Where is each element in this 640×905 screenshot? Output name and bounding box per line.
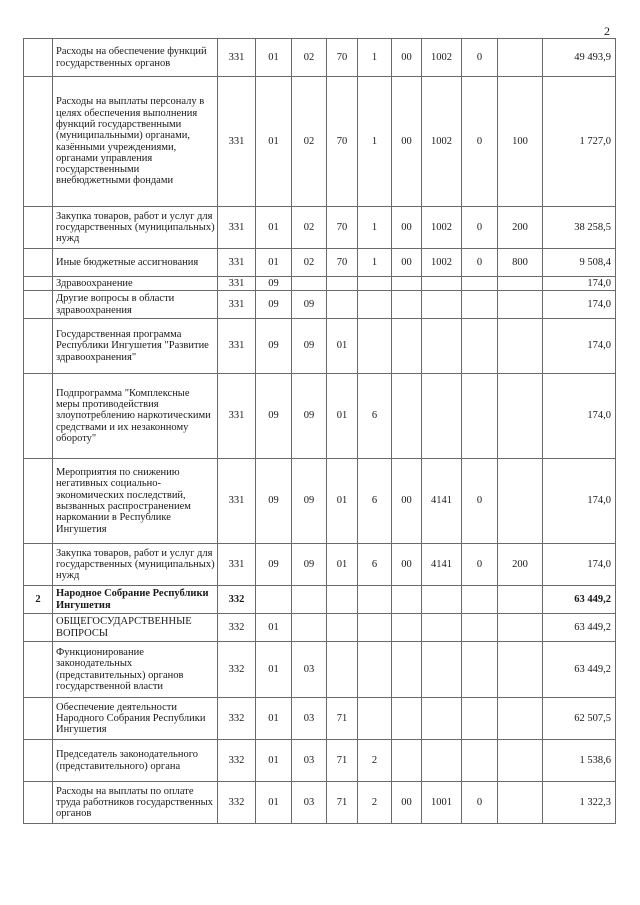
subdirection-code-cell — [462, 698, 498, 740]
num-cell — [24, 740, 53, 782]
subdirection-code-cell — [462, 740, 498, 782]
subsection-code-cell: 02 — [292, 77, 327, 207]
table-row — [24, 459, 616, 544]
ved-code-cell: 331 — [218, 77, 256, 207]
expense-type-cell — [498, 319, 543, 374]
ved-code-cell: 332 — [218, 698, 256, 740]
expense-type-cell — [498, 740, 543, 782]
table-row — [24, 207, 616, 249]
group-code-cell: 00 — [392, 544, 422, 586]
section-code-cell: 09 — [256, 459, 292, 544]
subsection-code-cell — [292, 614, 327, 642]
subdirection-code-cell — [462, 642, 498, 698]
section-code-cell: 01 — [256, 782, 292, 824]
section-code-cell: 09 — [256, 277, 292, 291]
table-row — [24, 740, 616, 782]
subdirection-code-cell: 0 — [462, 77, 498, 207]
name-cell: Мероприятия по снижению негативных социально-экономических последствий, вызванных распространением наркомании в Республике Ингушетия — [53, 459, 218, 544]
ved-code-cell: 331 — [218, 291, 256, 319]
amount-cell: 174,0 — [543, 544, 616, 586]
subdirection-code-cell — [462, 586, 498, 614]
group-code-cell — [392, 277, 422, 291]
subsection-code-cell: 02 — [292, 207, 327, 249]
num-cell — [24, 459, 53, 544]
subsection-code-cell: 03 — [292, 698, 327, 740]
subsection-code-cell: 09 — [292, 459, 327, 544]
section-code-cell: 01 — [256, 614, 292, 642]
subprogram-code-cell — [358, 614, 392, 642]
group-code-cell — [392, 698, 422, 740]
expense-type-cell — [498, 374, 543, 459]
ved-code-cell: 331 — [218, 374, 256, 459]
expense-type-cell: 200 — [498, 207, 543, 249]
direction-code-cell — [422, 614, 462, 642]
amount-cell: 174,0 — [543, 374, 616, 459]
num-cell — [24, 698, 53, 740]
program-code-cell: 70 — [327, 77, 358, 207]
subprogram-code-cell — [358, 277, 392, 291]
amount-cell: 49 493,9 — [543, 39, 616, 77]
direction-code-cell: 1002 — [422, 207, 462, 249]
num-cell — [24, 277, 53, 291]
program-code-cell: 70 — [327, 39, 358, 77]
table-row — [24, 319, 616, 374]
expense-type-cell — [498, 698, 543, 740]
table-row — [24, 614, 616, 642]
amount-cell: 174,0 — [543, 291, 616, 319]
subdirection-code-cell — [462, 277, 498, 291]
direction-code-cell — [422, 642, 462, 698]
ved-code-cell: 331 — [218, 459, 256, 544]
subprogram-code-cell: 2 — [358, 740, 392, 782]
table-row — [24, 642, 616, 698]
ved-code-cell: 332 — [218, 614, 256, 642]
name-cell: Расходы на обеспечение функций государственных органов — [53, 39, 218, 77]
section-code-cell: 01 — [256, 740, 292, 782]
subprogram-code-cell: 6 — [358, 459, 392, 544]
group-code-cell: 00 — [392, 249, 422, 277]
subprogram-code-cell: 1 — [358, 249, 392, 277]
subsection-code-cell: 02 — [292, 249, 327, 277]
name-cell: Функционирование законодательных (представительных) органов государственной власти — [53, 642, 218, 698]
program-code-cell — [327, 614, 358, 642]
ved-code-cell: 331 — [218, 207, 256, 249]
section-code-cell — [256, 586, 292, 614]
expense-type-cell — [498, 642, 543, 698]
program-code-cell: 01 — [327, 544, 358, 586]
subdirection-code-cell — [462, 374, 498, 459]
subdirection-code-cell: 0 — [462, 782, 498, 824]
program-code-cell: 70 — [327, 249, 358, 277]
program-code-cell: 70 — [327, 207, 358, 249]
direction-code-cell — [422, 374, 462, 459]
name-cell: Народное Собрание Республики Ингушетия — [53, 586, 218, 614]
group-code-cell — [392, 291, 422, 319]
subdirection-code-cell: 0 — [462, 39, 498, 77]
expense-type-cell — [498, 586, 543, 614]
table-row — [24, 77, 616, 207]
subprogram-code-cell: 6 — [358, 544, 392, 586]
num-cell — [24, 319, 53, 374]
direction-code-cell: 1002 — [422, 249, 462, 277]
program-code-cell: 01 — [327, 459, 358, 544]
program-code-cell: 01 — [327, 319, 358, 374]
subprogram-code-cell: 2 — [358, 782, 392, 824]
ved-code-cell: 331 — [218, 39, 256, 77]
name-cell: Закупка товаров, работ и услуг для государственных (муниципальных) нужд — [53, 207, 218, 249]
num-cell — [24, 642, 53, 698]
page-number: 2 — [604, 24, 610, 38]
subsection-code-cell: 03 — [292, 740, 327, 782]
expense-type-cell — [498, 614, 543, 642]
name-cell: Подпрограмма "Комплексные меры противодействия злоупотреблению наркотическими средствами и их незаконному обороту" — [53, 374, 218, 459]
subsection-code-cell: 03 — [292, 642, 327, 698]
num-cell — [24, 207, 53, 249]
subsection-code-cell: 09 — [292, 544, 327, 586]
subprogram-code-cell — [358, 698, 392, 740]
group-code-cell — [392, 740, 422, 782]
expense-type-cell — [498, 459, 543, 544]
group-code-cell: 00 — [392, 207, 422, 249]
direction-code-cell — [422, 740, 462, 782]
amount-cell: 63 449,2 — [543, 614, 616, 642]
expense-type-cell — [498, 277, 543, 291]
table-row — [24, 291, 616, 319]
num-cell — [24, 291, 53, 319]
section-code-cell: 01 — [256, 39, 292, 77]
program-code-cell — [327, 277, 358, 291]
ved-code-cell: 332 — [218, 740, 256, 782]
name-cell: Государственная программа Республики Ингушетия "Развитие здравоохранения" — [53, 319, 218, 374]
direction-code-cell: 1002 — [422, 39, 462, 77]
expense-type-cell — [498, 39, 543, 77]
subprogram-code-cell: 1 — [358, 39, 392, 77]
ved-code-cell: 331 — [218, 319, 256, 374]
name-cell: Иные бюджетные ассигнования — [53, 249, 218, 277]
expense-type-cell: 800 — [498, 249, 543, 277]
budget-table — [23, 38, 616, 824]
section-code-cell: 01 — [256, 77, 292, 207]
num-cell — [24, 614, 53, 642]
program-code-cell: 71 — [327, 782, 358, 824]
direction-code-cell — [422, 586, 462, 614]
group-code-cell — [392, 614, 422, 642]
direction-code-cell — [422, 319, 462, 374]
ved-code-cell: 332 — [218, 642, 256, 698]
section-code-cell: 09 — [256, 374, 292, 459]
subprogram-code-cell — [358, 291, 392, 319]
subprogram-code-cell: 1 — [358, 207, 392, 249]
num-cell — [24, 374, 53, 459]
subdirection-code-cell: 0 — [462, 249, 498, 277]
num-cell — [24, 39, 53, 77]
section-code-cell: 09 — [256, 544, 292, 586]
subsection-code-cell — [292, 586, 327, 614]
expense-type-cell: 200 — [498, 544, 543, 586]
group-code-cell: 00 — [392, 782, 422, 824]
group-code-cell: 00 — [392, 459, 422, 544]
direction-code-cell: 4141 — [422, 459, 462, 544]
program-code-cell — [327, 586, 358, 614]
ved-code-cell: 332 — [218, 586, 256, 614]
amount-cell: 174,0 — [543, 459, 616, 544]
group-code-cell — [392, 642, 422, 698]
table-row — [24, 782, 616, 824]
table-row — [24, 249, 616, 277]
amount-cell: 62 507,5 — [543, 698, 616, 740]
program-code-cell: 71 — [327, 740, 358, 782]
section-code-cell: 01 — [256, 249, 292, 277]
section-code-cell: 09 — [256, 291, 292, 319]
section-code-cell: 01 — [256, 642, 292, 698]
program-code-cell: 71 — [327, 698, 358, 740]
amount-cell: 63 449,2 — [543, 586, 616, 614]
program-code-cell: 01 — [327, 374, 358, 459]
ved-code-cell: 332 — [218, 782, 256, 824]
num-cell — [24, 249, 53, 277]
amount-cell: 174,0 — [543, 319, 616, 374]
program-code-cell — [327, 642, 358, 698]
subdirection-code-cell — [462, 614, 498, 642]
subprogram-code-cell — [358, 642, 392, 698]
direction-code-cell — [422, 277, 462, 291]
ved-code-cell: 331 — [218, 249, 256, 277]
subdirection-code-cell: 0 — [462, 459, 498, 544]
direction-code-cell: 1001 — [422, 782, 462, 824]
amount-cell: 1 322,3 — [543, 782, 616, 824]
group-code-cell — [392, 586, 422, 614]
group-code-cell — [392, 319, 422, 374]
table-row — [24, 374, 616, 459]
group-code-cell: 00 — [392, 77, 422, 207]
ved-code-cell: 331 — [218, 277, 256, 291]
name-cell: Здравоохранение — [53, 277, 218, 291]
subdirection-code-cell — [462, 291, 498, 319]
direction-code-cell — [422, 698, 462, 740]
subsection-code-cell: 02 — [292, 39, 327, 77]
subsection-code-cell: 03 — [292, 782, 327, 824]
subsection-code-cell: 09 — [292, 374, 327, 459]
table-row — [24, 698, 616, 740]
name-cell: Закупка товаров, работ и услуг для государственных (муниципальных) нужд — [53, 544, 218, 586]
section-code-cell: 01 — [256, 207, 292, 249]
amount-cell: 63 449,2 — [543, 642, 616, 698]
subprogram-code-cell: 6 — [358, 374, 392, 459]
table-body — [24, 39, 616, 824]
subsection-code-cell: 09 — [292, 319, 327, 374]
subprogram-code-cell: 1 — [358, 77, 392, 207]
amount-cell: 38 258,5 — [543, 207, 616, 249]
ved-code-cell: 331 — [218, 544, 256, 586]
expense-type-cell — [498, 291, 543, 319]
expense-type-cell — [498, 782, 543, 824]
subprogram-code-cell — [358, 586, 392, 614]
group-code-cell — [392, 374, 422, 459]
section-code-cell: 01 — [256, 698, 292, 740]
subdirection-code-cell: 0 — [462, 207, 498, 249]
subdirection-code-cell — [462, 319, 498, 374]
name-cell: Обеспечение деятельности Народного Собрания Республики Ингушетия — [53, 698, 218, 740]
direction-code-cell: 4141 — [422, 544, 462, 586]
group-code-cell: 00 — [392, 39, 422, 77]
table-row — [24, 544, 616, 586]
amount-cell: 1 538,6 — [543, 740, 616, 782]
expense-type-cell: 100 — [498, 77, 543, 207]
program-code-cell — [327, 291, 358, 319]
name-cell: Расходы на выплаты по оплате труда работников государственных органов — [53, 782, 218, 824]
section-code-cell: 09 — [256, 319, 292, 374]
amount-cell: 1 727,0 — [543, 77, 616, 207]
table-row — [24, 39, 616, 77]
subdirection-code-cell: 0 — [462, 544, 498, 586]
num-cell: 2 — [24, 586, 53, 614]
name-cell: Председатель законодательного (представительного) органа — [53, 740, 218, 782]
subsection-code-cell — [292, 277, 327, 291]
direction-code-cell: 1002 — [422, 77, 462, 207]
num-cell — [24, 544, 53, 586]
amount-cell: 174,0 — [543, 277, 616, 291]
name-cell: ОБЩЕГОСУДАРСТВЕННЫЕ ВОПРОСЫ — [53, 614, 218, 642]
name-cell: Расходы на выплаты персоналу в целях обеспечения выполнения функций государственными (муниципальными) органами, казёнными учреждениями, органами управления государственными внебюджетными фондами — [53, 77, 218, 207]
amount-cell: 9 508,4 — [543, 249, 616, 277]
table-row — [24, 277, 616, 291]
subsection-code-cell: 09 — [292, 291, 327, 319]
subprogram-code-cell — [358, 319, 392, 374]
num-cell — [24, 77, 53, 207]
num-cell — [24, 782, 53, 824]
name-cell: Другие вопросы в области здравоохранения — [53, 291, 218, 319]
table-row — [24, 586, 616, 614]
direction-code-cell — [422, 291, 462, 319]
